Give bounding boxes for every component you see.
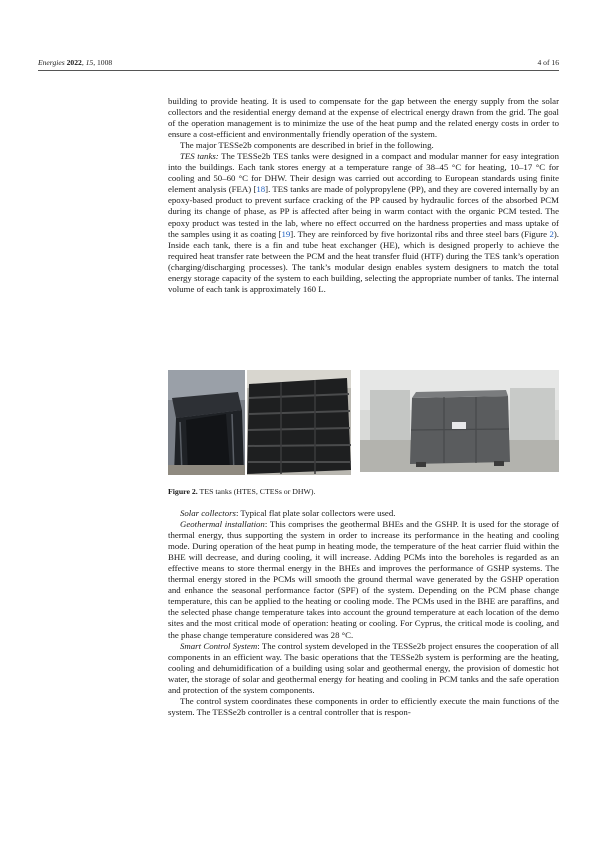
caption-text: TES tanks (HTES, CTESs or DHW). [197,487,316,496]
figure-caption [168,487,559,497]
article-number: 1008 [97,58,113,67]
tank-photo-outdoor-image [360,370,559,472]
journal-citation: Energies 2022, 15, 1008 [38,58,113,67]
paragraph: The major TESSe2b components are described in brief in the following. [180,140,434,151]
paragraph-text: ]. They are reinforced by five horizontal ribs and three steel bars (Figure [290,228,550,239]
paragraph-geothermal [168,519,559,641]
paragraph-text: ). Inside each tank, there is a fin and tube heat exchanger (HE), which is designed properly to achieve the required heat transfer rate between the PCM and the heat transfer fluid (HTF) during the TES tank’s operation (charging/discharging processes). The tank’s modular design enables system designers to match the total energy storage capacity of the system to each building, selecting the appropriate number of tanks. The internal volume of each tank is approximately 160 L. [168,228,559,294]
body-text-bottom [168,508,559,718]
journal-year: 2022 [66,58,82,67]
journal-name: Energies [38,58,65,67]
tank-photo-open-image [168,370,245,475]
paragraph: The control system coordinates these components in order to efficiently execute the main functions of the system. The TESSe2b controller is a central controller that is respon- [168,695,559,717]
paragraph-text: : This comprises the geothermal BHEs and the GSHP. It is used for the storage of thermal energy, thus supporting the system in order to increase its performance in the heating and cooling mode. During operation of the heat pump in heating mode, the temperature of the heat carrier fluid within the BHE will decrease, and during cooling, it will increase. Adding PCMs into the boreholes is regarded as an effective means to store thermal energy in the BHEs and improves the performance of GSHP systems. The thermal energy stored in the PCMs will smooth the ground thermal wave generated by the GSHP operation and enhance the seasonal performance factor (SPF) of the system. Depending on the PCM phase change temperature, this can be applied to the heating or cooling mode. The PCMs used in the BHE are paraffins, and the selected phase change temperature takes into account the ground temperature at each location of the demo sites and the most critical mode of operation: heating or cooling. For Cyprus, the critical mode is cooling, and the phase change temperature considered was 28 °C. [168,519,559,640]
header-rule [38,70,559,71]
paragraph-tes-tanks [168,151,559,295]
figure-2 [168,370,559,475]
body-text-top [168,96,559,295]
paragraph-smart-control [168,641,559,696]
figure-link[interactable]: 2 [549,228,554,239]
tank-photo-stacked-image [247,370,351,475]
paragraph-label: Smart Control System [180,640,258,651]
paragraph-text: : The control system developed in the TESSe2b project ensures the cooperation of all components in an efficient way. The basic operations that the TESSe2b system is performing are the heating, cooling and dehumidification of a building using solar and geothermal energy, the provision of domestic hot water, the storage of solar and geothermal energy for heating and cooling in PCM tanks and the safe operation and protection of the system components. [168,640,559,695]
citation-link[interactable]: 18 [256,184,266,195]
page-number: 4 of 16 [537,58,559,67]
page-header [38,57,559,69]
paragraph-text: The TESSe2b TES tanks were designed in a compact and modular manner for easy integration into the buildings. Each tank stores energy at a temperature range of 38–45 °C for heating, 10–17 °C for cooling and 50–60 °C for DHW. Their design was carried out according to European standards using finite element analysis (FEA) [ [168,151,559,195]
paragraph-label: Solar collectors [180,508,236,518]
paragraph-text: ]. TES tanks are made of polypropylene (PP), and they are covered internally by an epoxy-based product to prevent surface cracking of the PP caused by hydraulic forces of the absorbed PCM during its change of phase, as PP is affected after being in warm contact with the organic PCM tested. The epoxy product was tested in the lab, where no effect occurred on the hardness properties and mass uptake of the samples using it as coating [ [168,184,559,239]
tank-photo-stacked [247,370,351,475]
journal-volume: 15 [85,58,94,67]
tank-photo-open [168,370,245,475]
paragraph-solar-collectors [168,508,559,519]
tank-photo-outdoor [360,370,559,472]
paragraph: building to provide heating. It is used to compensate for the gap between the energy supply from the solar collectors and the residential energy demand at the expense of electrical energy drawn from the grid. The goal of the operation management is to minimize the use of the heat pump and the related energy costs in order to ensure a cost-efficient and environmentally friendly operation of the system. [168,96,559,140]
paragraph-label: Geothermal installation [180,519,265,530]
paragraph-label: TES tanks: [180,151,219,162]
paragraph-text: : Typical flat plate solar collectors were used. [235,508,396,518]
citation-link[interactable]: 19 [281,228,291,239]
figure-label: Figure 2. [168,487,198,496]
